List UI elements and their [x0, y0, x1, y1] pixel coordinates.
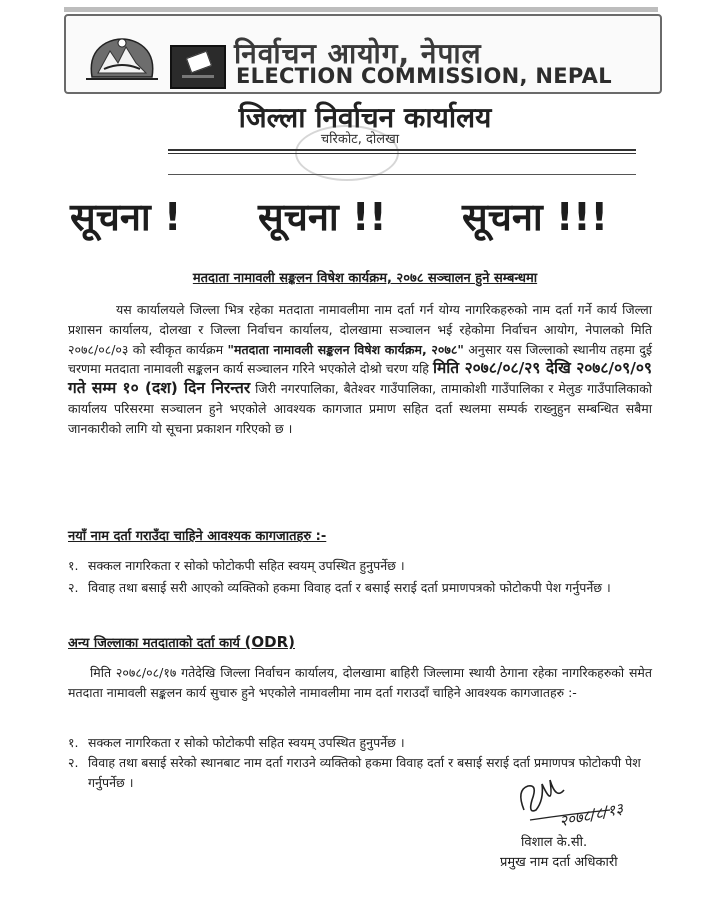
list-text: सक्कल नागरिकता र सोको फोटोकपी सहित स्वयम् उपस्थित हुनुपर्नेछ ।	[88, 558, 405, 573]
signatory-title: प्रमुख नाम दर्ता अधिकारी	[500, 855, 618, 870]
notice-subject: मतदाता नामावली सङ्कलन विषेश कार्यक्रम, २०७८ सञ्चालन हुने सम्बन्धमा	[192, 271, 538, 286]
divider	[168, 174, 636, 175]
list-number: १.	[68, 735, 79, 750]
date-range: मिति २०७८/०८/२९ देखि २०७८/०९/०९ गते सम्म १० (दश) दिन निरन्तर	[68, 359, 652, 398]
top-border	[64, 7, 658, 12]
notice-body	[68, 300, 652, 439]
list-text: सक्कल नागरिकता र सोको फोटोकपी सहित स्वयम् उपस्थित हुनुपर्नेछ ।	[88, 735, 405, 750]
body-text: यस कार्यालयले जिल्ला भित्र रहेका मतदाता नामावलीमा नाम दर्ता गर्न योग्य नागरिकहरुको नाम दर्ता गर्ने कार्य जिल्ला प्रशासन कार्यालय, दोलखा र जिल्ला निर्वाचन कार्यालय, दोलखामा सञ्चालन भई रहेकोमा निर्वाचन आयोग, नेपालको मिति २०७८/०८/०३ को स्वीकृत कार्यक्रम	[68, 302, 652, 357]
list-text: विवाह तथा बसाई सरी आएको व्यक्तिको हकमा विवाह दर्ता र बसाई सराई दर्ता प्रमाणपत्रको फोटोकपी पेश गर्नुपर्नेछ ।	[88, 580, 611, 595]
notice-heading: सूचना !!!	[462, 195, 608, 239]
section-heading-odr	[68, 633, 295, 651]
divider	[168, 149, 636, 151]
list-item	[68, 733, 652, 753]
divider	[168, 153, 636, 154]
org-name-nepali: निर्वाचन आयोग, नेपाल	[234, 37, 482, 70]
odr-paragraph: मिति २०७८/०८/१७ गतेदेखि जिल्ला निर्वाचन कार्यालय, दोलखामा बाहिरी जिल्लामा स्थायी ठेगाना रहेका नागरिकहरुको समेत मतदाता नामावली सङ्कलन कार्य सुचारु हुने भएकोले नामावलीमा नाम दर्ता गराउदाँ चाहिने आवश्यक कागजातहरु :-	[68, 665, 652, 700]
list-number: २.	[68, 580, 79, 595]
nepal-emblem-icon	[84, 33, 160, 81]
section-heading-code: (ODR)	[244, 633, 295, 651]
notice-heading: सूचना !	[70, 195, 182, 239]
org-name-english: ELECTION COMMISSION, NEPAL	[236, 64, 612, 88]
office-title: जिल्ला निर्वाचन कार्यालय	[238, 101, 492, 134]
signatory-name: विशाल के.सी.	[521, 835, 588, 850]
office-address: चरिकोट, दोलखा	[320, 132, 400, 147]
section-heading-text: अन्य जिल्लाका मतदाताको दर्ता कार्य	[68, 636, 240, 651]
body-text: जिरी नगरपालिका, बैतेश्वर गाउँपालिका, तामाकोशी गाउँपालिका र मेलुङ गाउँपालिकाको कार्यालय परिसरमा सञ्चालन हुने भएकोले आवश्यक कागजात प्रमाण सहित दर्ता स्थलमा सम्पर्क राख्नुहुन सम्बन्धित सबैमा जानकारीको लागि यो सूचना प्रकाशन गरिएको छ ।	[68, 381, 652, 436]
notice-heading: सूचना !!	[258, 195, 387, 239]
required-documents-list	[68, 556, 652, 600]
body-text: अनुसार यस जिल्लाको स्थानीय तहमा दुई चरणमा मतदाता नामावली सङ्कलन कार्य सञ्चालन गरिने भएकोले दोश्रो चरण यहि	[68, 341, 652, 377]
list-number: १.	[68, 558, 79, 573]
handwritten-date: २०७८/८/१३	[557, 799, 625, 831]
program-name: "मतदाता नामावली सङ्कलन विषेश कार्यक्रम, २०७८"	[227, 341, 464, 357]
ballot-box-icon	[170, 45, 226, 89]
list-text: विवाह तथा बसाई सरेको स्थानबाट नाम दर्ता गराउने व्यक्तिको हकमा विवाह दर्ता र बसाई सराई दर्ता प्रमाणपत्र फोटोकपी पेश गर्नुपर्नेछ ।	[88, 755, 641, 790]
section-heading-new-registration: नयाँ नाम दर्ता गराउँदा चाहिने आवश्यक कागजातहरु :-	[68, 529, 327, 544]
list-item	[68, 556, 652, 576]
handwritten-signature	[510, 770, 660, 832]
list-item	[68, 578, 652, 598]
list-number: २.	[68, 755, 79, 770]
